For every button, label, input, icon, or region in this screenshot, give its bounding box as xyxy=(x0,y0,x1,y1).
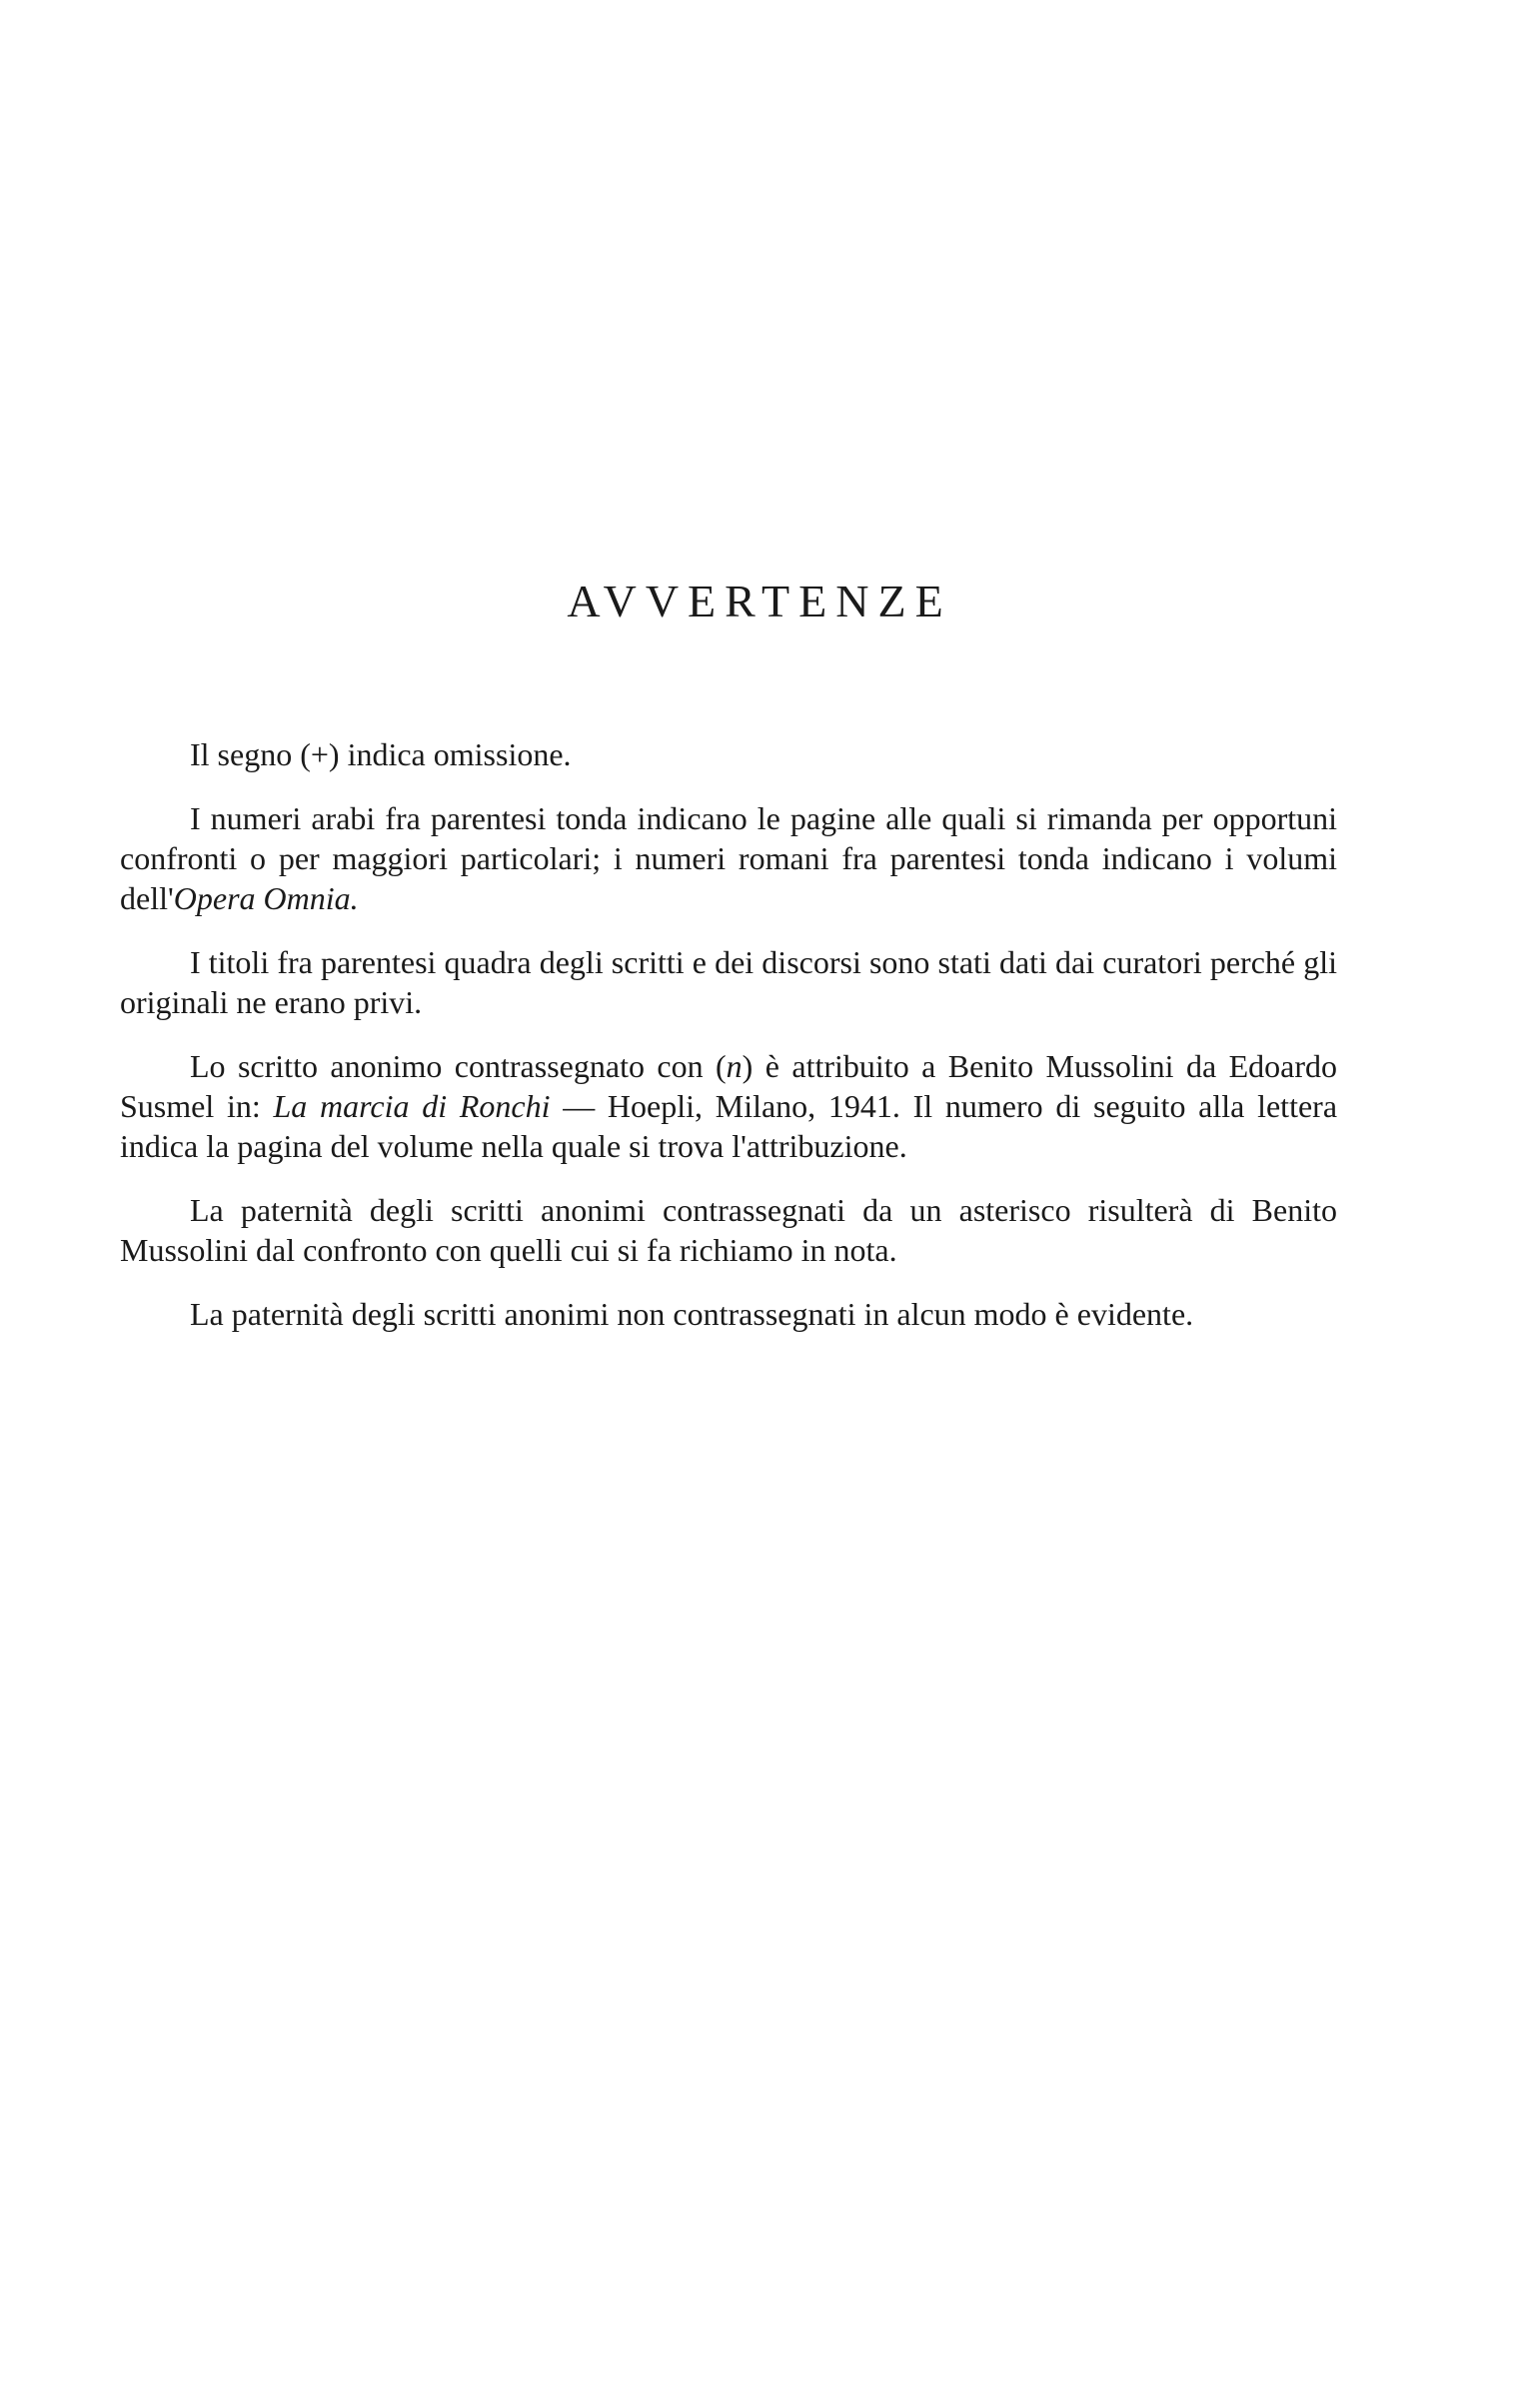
paragraph-text: Lo scritto anonimo contrassegnato con ( xyxy=(190,1048,727,1084)
italic-text: n xyxy=(726,1048,743,1084)
paragraph-1 xyxy=(120,734,1337,774)
paragraph-text: La paternità degli scritti anonimi non contrassegnati in alcun modo è evidente. xyxy=(190,1296,1194,1332)
paragraph-5 xyxy=(120,1190,1337,1270)
paragraph-text: ) è attribuito a Benito Mussolini da Edoardo Susmel in: xyxy=(120,1048,1338,1124)
italic-text: La marcia di Ronchi xyxy=(273,1088,551,1124)
paragraph-text: La paternità degli scritti anonimi contrassegnati da un asterisco risulterà di Benito Mussolini dal confronto con quelli cui si fa richiamo in nota. xyxy=(120,1192,1337,1268)
paragraph-text: Il segno (+) indica omissione. xyxy=(190,736,572,772)
paragraph-6 xyxy=(120,1294,1337,1334)
page-title: AVVERTENZE xyxy=(567,576,952,626)
paragraph-3 xyxy=(120,942,1337,1022)
document-body xyxy=(120,734,1337,1358)
paragraph-text: I numeri arabi fra parentesi tonda indicano le pagine alle quali si rimanda per opportuni confronti o per maggiori particolari; i numeri romani fra parentesi tonda indicano i volumi dell' xyxy=(120,800,1337,916)
paragraph-text: I titoli fra parentesi quadra degli scritti e dei discorsi sono stati dati dai curatori perché gli originali ne erano privi. xyxy=(120,944,1337,1020)
paragraph-text: — Hoepli, Milano, 1941. Il numero di seguito alla lettera indica la pagina del volume nella quale si trova l'attribuzione. xyxy=(120,1088,1338,1164)
paragraph-2 xyxy=(120,798,1337,918)
paragraph-4 xyxy=(120,1046,1337,1166)
italic-text: Opera Omnia. xyxy=(173,880,359,916)
